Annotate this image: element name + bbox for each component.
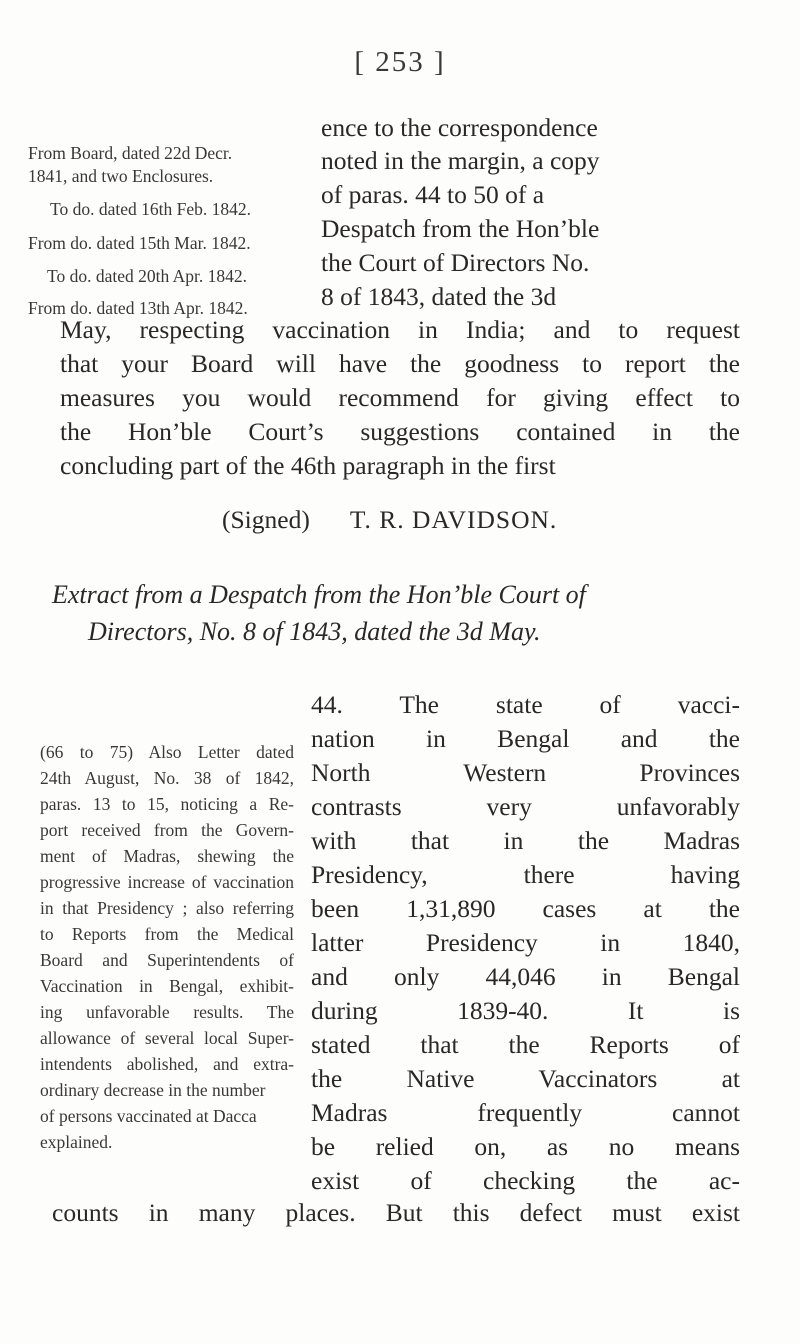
body-column-line: latter Presidency in 1840, <box>311 928 740 957</box>
body-text-line: the Court of Directors No. <box>321 248 590 277</box>
body-column-line: contrasts very unfavorably <box>311 792 740 821</box>
margin-note-2-line: Board and Superintendents of <box>40 950 294 970</box>
body-column-line: stated that the Reports of <box>311 1030 740 1059</box>
body-text-line: ence to the correspondence <box>321 113 598 142</box>
body-column-line: during 1839-40. It is <box>311 996 740 1025</box>
body-text-line: concluding part of the 46th paragraph in the first <box>60 451 556 480</box>
margin-note-line: To do. dated 16th Feb. 1842. <box>50 199 251 219</box>
margin-note-2-line: in that Presidency ; also referring <box>40 898 294 918</box>
margin-note-2-line: port received from the Govern- <box>40 820 294 840</box>
body-text-line: noted in the margin, a copy <box>321 146 600 175</box>
page-number: [ 253 ] <box>354 46 446 78</box>
margin-note-2-line: allowance of several local Super- <box>40 1028 294 1048</box>
body-column-line: been 1,31,890 cases at the <box>311 894 740 923</box>
body-text-line-last: counts in many places. But this defect must exist <box>52 1198 740 1227</box>
body-column-line: and only 44,046 in Bengal <box>311 962 740 991</box>
margin-note-line: To do. dated 20th Apr. 1842. <box>47 266 248 286</box>
body-column-line: nation in Bengal and the <box>311 724 740 753</box>
body-column-line: be relied on, as no means <box>311 1132 740 1161</box>
margin-note-2-line: ordinary decrease in the number <box>40 1080 266 1100</box>
body-text-line: measures you would recommend for giving effect to <box>60 383 740 412</box>
body-text-line: 8 of 1843, dated the 3d <box>321 282 557 311</box>
margin-note-2-line: ment of Madras, shewing the <box>40 846 294 866</box>
extract-heading-line: Extract from a Despatch from the Hon’ble Court of <box>52 580 586 609</box>
margin-note-2-line: Vaccination in Bengal, exhibit- <box>40 976 294 996</box>
margin-note-2-line: paras. 13 to 15, noticing a Re- <box>40 794 294 814</box>
body-text-line: May, respecting vaccination in India; and to request <box>60 315 740 344</box>
signature-line <box>222 505 557 535</box>
body-text-line: the Hon’ble Court’s suggestions contained in the <box>60 417 740 446</box>
margin-note-line: 1841, and two Enclosures. <box>28 166 214 186</box>
margin-note-line: From do. dated 15th Mar. 1842. <box>28 233 251 253</box>
margin-note-line: From Board, dated 22d Decr. <box>28 143 233 163</box>
body-column-line: exist of checking the ac- <box>311 1166 740 1195</box>
extract-heading-line: Directors, No. 8 of 1843, dated the 3d May. <box>88 617 541 646</box>
margin-note-2-line: intendents abolished, and extra- <box>40 1054 294 1074</box>
body-text-line: that your Board will have the goodness to report the <box>60 349 740 378</box>
margin-note-line: From do. dated 13th Apr. 1842. <box>28 298 248 318</box>
signature-label: (Signed) <box>222 505 310 534</box>
margin-note-2-line: ing unfavorable results. The <box>40 1002 294 1022</box>
margin-note-2-line: (66 to 75) Also Letter dated <box>40 742 294 762</box>
margin-note-2-line: of persons vaccinated at Dacca <box>40 1106 257 1126</box>
body-text-line: of paras. 44 to 50 of a <box>321 180 545 209</box>
signatory-name: T. R. DAVIDSON. <box>349 505 558 534</box>
margin-note-2-line: progressive increase of vaccination <box>40 872 294 892</box>
margin-note-2-line: 24th August, No. 38 of 1842, <box>40 768 294 788</box>
margin-note-2-line: to Reports from the Medical <box>40 924 294 944</box>
body-column-line: Presidency, there having <box>311 860 740 889</box>
body-column-line: the Native Vaccinators at <box>311 1064 740 1093</box>
body-column-line: North Western Provinces <box>311 758 740 787</box>
body-column-line: with that in the Madras <box>311 826 740 855</box>
body-column-line: Madras frequently cannot <box>311 1098 740 1127</box>
body-column-line: 44. The state of vacci- <box>311 690 740 719</box>
margin-note-2-line: explained. <box>40 1132 113 1152</box>
body-text-line: Despatch from the Hon’ble <box>321 214 600 243</box>
